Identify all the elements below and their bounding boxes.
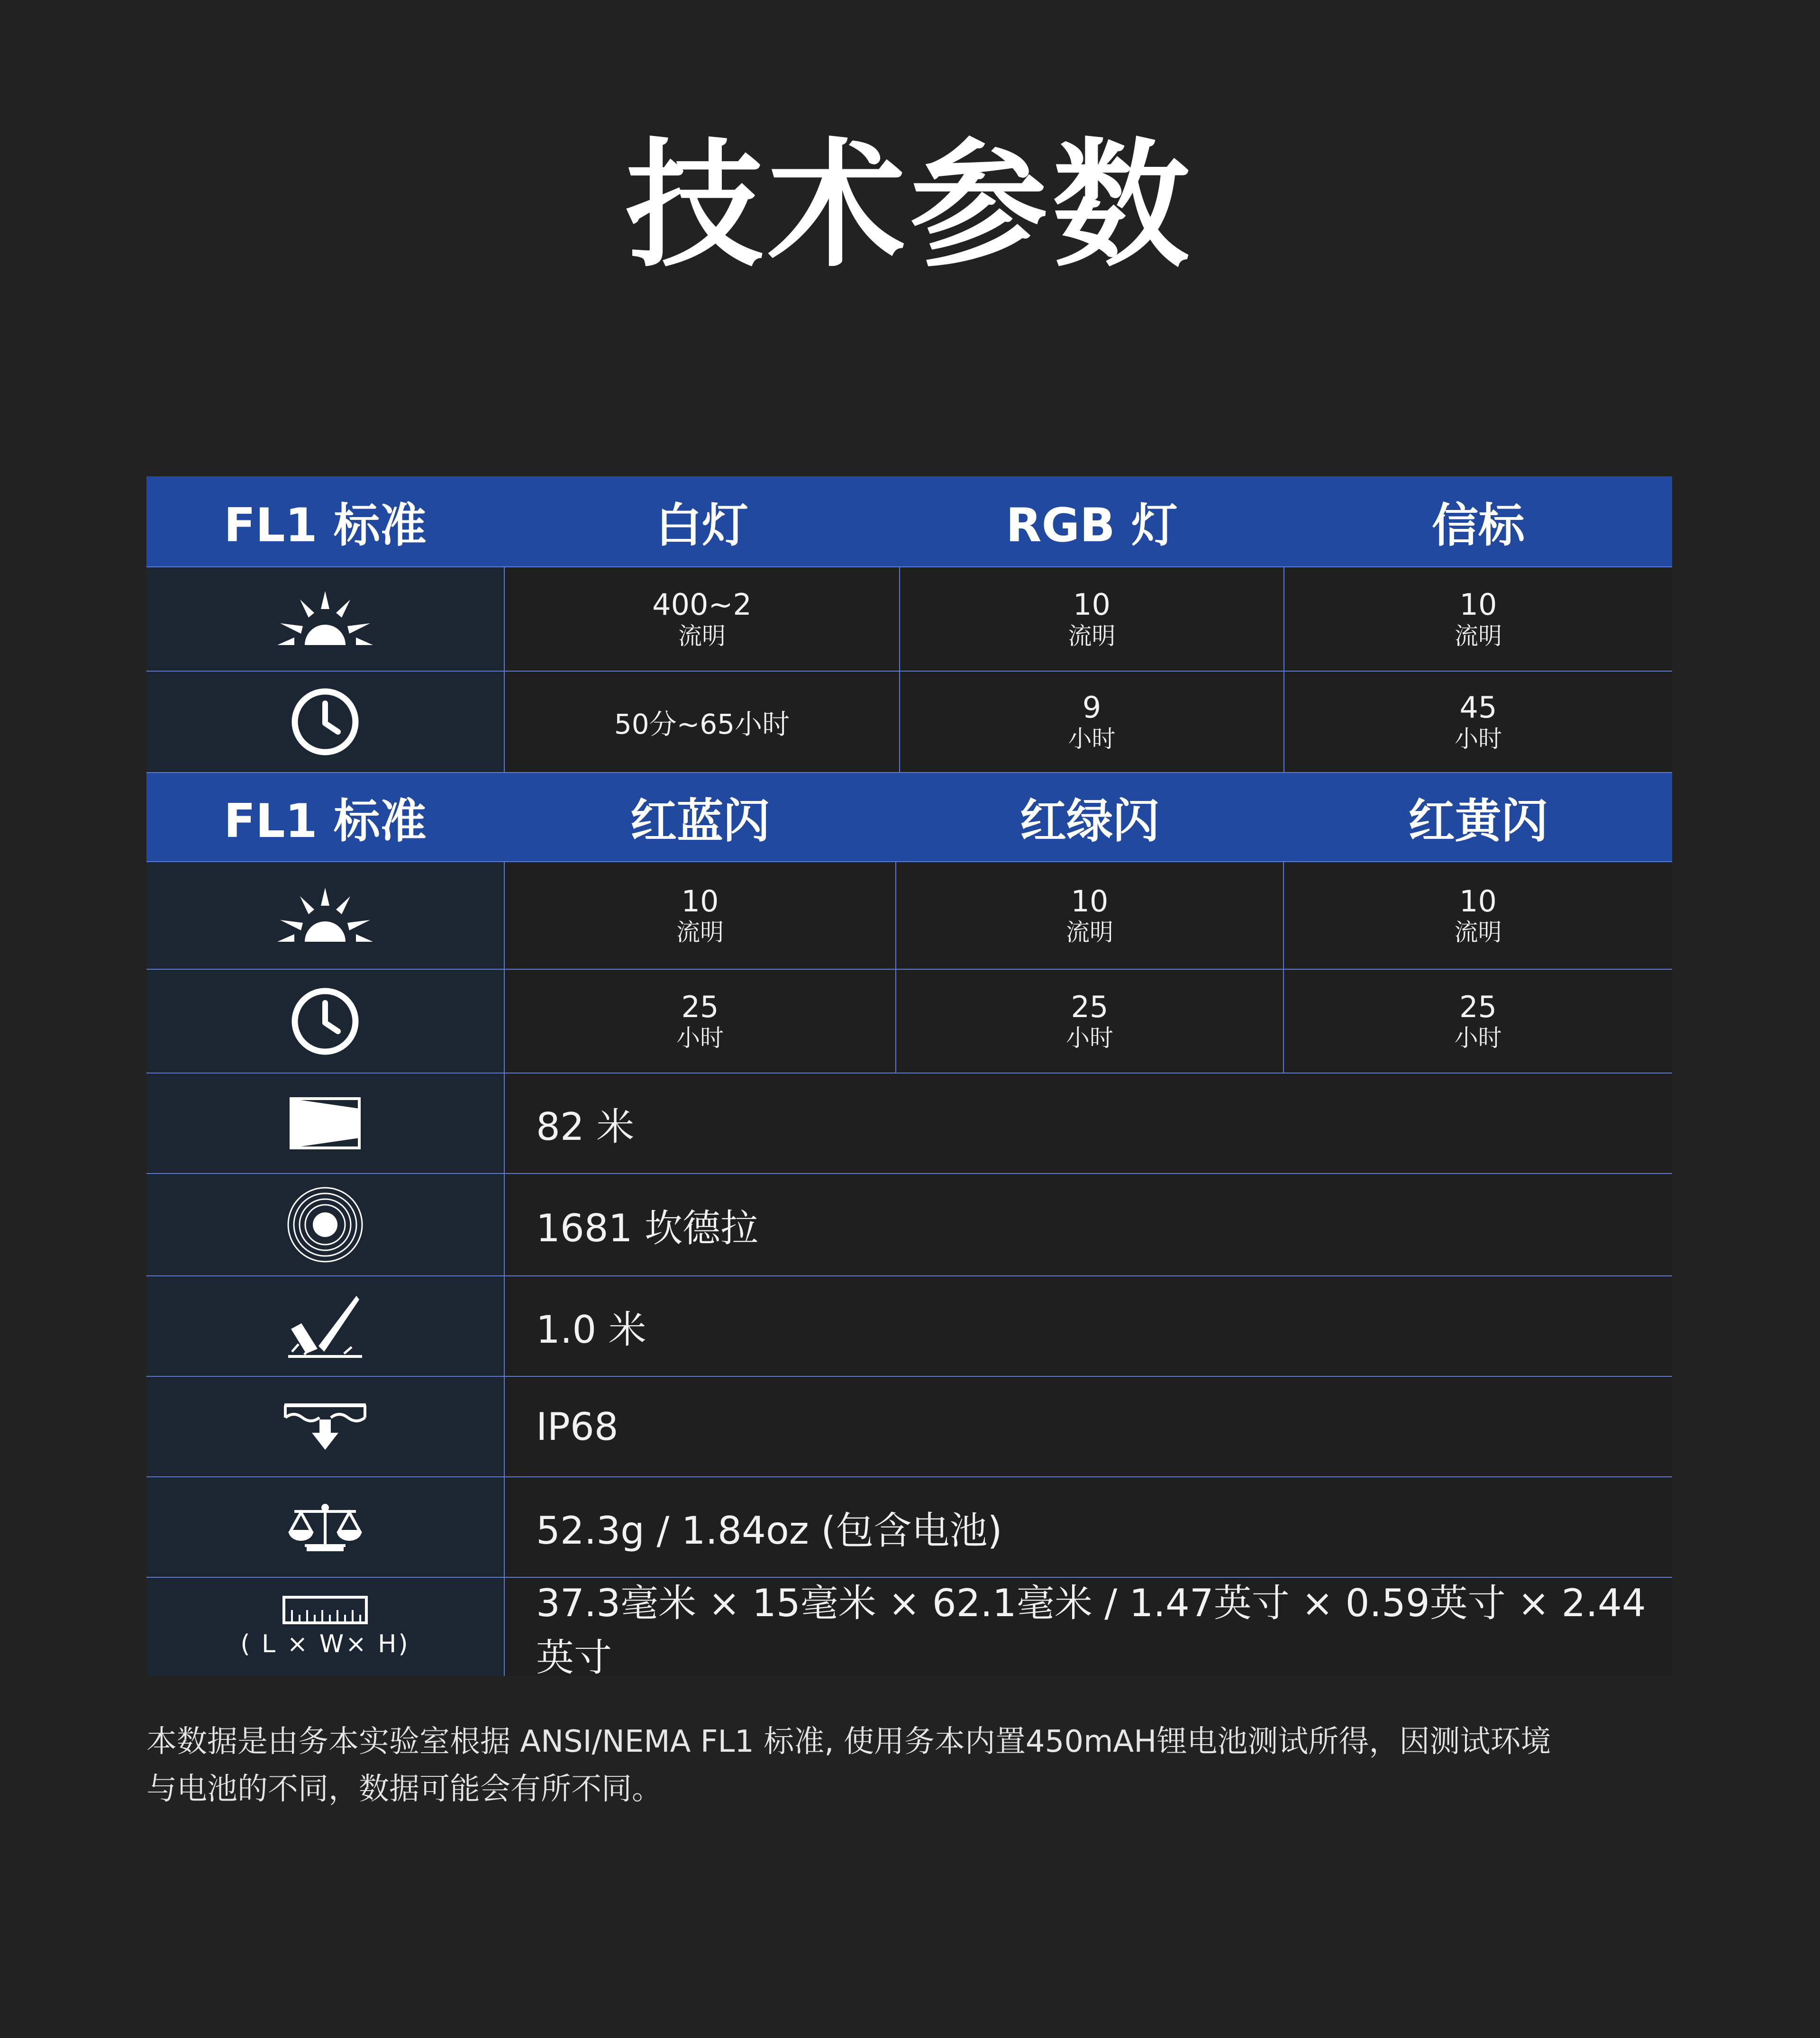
runtime-row bbox=[146, 672, 1672, 772]
brightness-white bbox=[505, 567, 899, 671]
weight-row bbox=[146, 1477, 1672, 1577]
impact-icon-cell bbox=[146, 1276, 504, 1376]
beam-distance-icon bbox=[290, 1097, 361, 1149]
peak-intensity-row bbox=[146, 1174, 1672, 1275]
header-rgb-light: RGB 灯 bbox=[1006, 498, 1178, 553]
brightness-icon bbox=[275, 885, 375, 946]
brightness-row bbox=[146, 862, 1672, 969]
table-header-row bbox=[146, 476, 1672, 566]
runtime-red-blue bbox=[505, 970, 895, 1073]
header-standard: FL1 标准 bbox=[224, 794, 427, 848]
runtime-beacon bbox=[1284, 672, 1672, 772]
beam-distance-value: 82 米 bbox=[505, 1074, 1672, 1173]
unit: 小时 bbox=[1455, 725, 1502, 753]
header-red-yellow-flash: 红黄闪 bbox=[1408, 794, 1548, 848]
header-red-blue-flash: 红蓝闪 bbox=[630, 794, 770, 848]
waterproof-row bbox=[146, 1377, 1672, 1476]
runtime-clock-icon bbox=[290, 686, 361, 757]
unit: 流明 bbox=[678, 622, 726, 650]
runtime-icon-cell bbox=[146, 970, 504, 1073]
brightness-red-yellow bbox=[1284, 862, 1672, 969]
waterproof-value: IP68 bbox=[505, 1377, 1672, 1476]
impact-resistance-icon bbox=[287, 1293, 363, 1359]
beam-distance-row bbox=[146, 1074, 1672, 1173]
header-beacon: 信标 bbox=[1431, 498, 1525, 553]
runtime-red-green bbox=[896, 970, 1283, 1073]
header-white-light: 白灯 bbox=[655, 498, 748, 553]
value: 10 bbox=[1459, 883, 1497, 919]
unit: 小时 bbox=[676, 1024, 724, 1052]
impact-resistance-row bbox=[146, 1276, 1672, 1376]
page-title: 技术参数 bbox=[626, 126, 1194, 286]
value: 10 bbox=[1459, 587, 1497, 622]
unit: 流明 bbox=[676, 919, 724, 946]
unit: 小时 bbox=[1066, 1024, 1113, 1052]
dimensions-icon-cell bbox=[146, 1578, 504, 1676]
peak-intensity-value: 1681 坎德拉 bbox=[505, 1174, 1672, 1275]
dimensions-caption: ( L × W× H) bbox=[240, 1629, 410, 1658]
brightness-red-green bbox=[896, 862, 1283, 969]
brightness-red-blue bbox=[505, 862, 895, 969]
value: 25 bbox=[1459, 989, 1497, 1024]
weight-icon-cell bbox=[146, 1477, 504, 1577]
runtime-rgb bbox=[900, 672, 1283, 772]
impact-resistance-value: 1.0 米 bbox=[505, 1276, 1672, 1376]
value: 25 bbox=[1071, 989, 1109, 1024]
footnote bbox=[146, 1718, 1687, 1813]
value: 9 bbox=[1082, 690, 1101, 725]
dimensions-row bbox=[146, 1578, 1672, 1680]
value: 45 bbox=[1459, 690, 1497, 725]
weight-value: 52.3g / 1.84oz (包含电池) bbox=[505, 1477, 1672, 1577]
value: 400~2 bbox=[652, 587, 752, 622]
dimensions-icon-group bbox=[240, 1596, 410, 1658]
ruler-icon bbox=[282, 1596, 368, 1624]
brightness-icon-cell bbox=[146, 567, 504, 671]
dimensions-value: 37.3毫米 × 15毫米 × 62.1毫米 / 1.47英寸 × 0.59英寸 × 2.44英寸 bbox=[505, 1578, 1672, 1676]
table-header-row bbox=[146, 773, 1672, 861]
brightness-row bbox=[146, 567, 1672, 671]
brightness-rgb bbox=[900, 567, 1283, 671]
unit: 流明 bbox=[1066, 919, 1113, 946]
intensity-icon-cell bbox=[146, 1174, 504, 1275]
value: 10 bbox=[1071, 883, 1109, 919]
header-red-green-flash: 红绿闪 bbox=[1019, 794, 1159, 848]
waterproof-icon-cell bbox=[146, 1377, 504, 1476]
runtime-red-yellow bbox=[1284, 970, 1672, 1073]
brightness-icon-cell bbox=[146, 862, 504, 969]
weight-scale-icon bbox=[285, 1501, 365, 1553]
value: 25 bbox=[681, 989, 719, 1024]
footnote-line: 与电池的不同，数据可能会有所不同。 bbox=[146, 1772, 662, 1807]
waterproof-icon bbox=[282, 1401, 368, 1453]
unit: 流明 bbox=[1068, 622, 1116, 650]
beam-distance-icon-cell bbox=[146, 1074, 504, 1173]
runtime-icon-cell bbox=[146, 672, 504, 772]
header-standard: FL1 标准 bbox=[224, 498, 427, 553]
value: 50分~65小时 bbox=[614, 708, 790, 740]
intensity-target-icon bbox=[285, 1184, 365, 1265]
unit: 小时 bbox=[1454, 1024, 1502, 1052]
value: 10 bbox=[1073, 587, 1110, 622]
unit: 流明 bbox=[1454, 919, 1502, 946]
runtime-row bbox=[146, 970, 1672, 1073]
unit: 小时 bbox=[1068, 725, 1116, 753]
brightness-icon bbox=[275, 588, 375, 650]
runtime-white bbox=[505, 672, 899, 772]
spec-table bbox=[146, 476, 1672, 1680]
footnote-line: 本数据是由务本实验室根据 ANSI/NEMA FL1 标准, 使用务本内置450mAH锂电池测试所得，因测试环境 bbox=[146, 1724, 1551, 1759]
unit: 流明 bbox=[1455, 622, 1502, 650]
value: 10 bbox=[681, 883, 719, 919]
brightness-beacon bbox=[1284, 567, 1672, 671]
runtime-clock-icon bbox=[290, 986, 361, 1057]
